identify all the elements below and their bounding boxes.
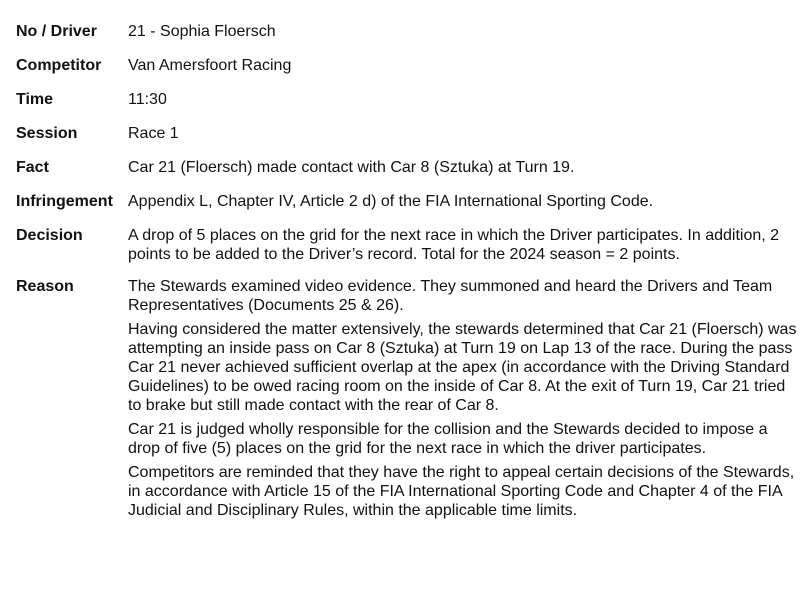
time-value: 11:30: [128, 91, 167, 108]
driver-value: 21 - Sophia Floersch: [128, 23, 276, 40]
session-value: Race 1: [128, 125, 179, 142]
infringement-row: [16, 192, 800, 211]
fact-value: Car 21 (Floersch) made contact with Car 8 (Sztuka) at Turn 19.: [128, 159, 575, 176]
reason-label: Reason: [16, 278, 74, 295]
reason-value: [128, 277, 800, 520]
decision-label: Decision: [16, 227, 83, 244]
decision-value: A drop of 5 places on the grid for the next race in which the Driver participates. In addition, 2 points to be added to the Driver’s record. Total for the 2024 season = 2 points.: [128, 227, 780, 263]
session-row: [16, 124, 800, 143]
infringement-label: Infringement: [16, 193, 113, 210]
reason-paragraph: Competitors are reminded that they have the right to appeal certain decisions of the Stewards, in accordance with Article 15 of the FIA International Sporting Code and Chapter 4 of the FIA Judicial and Disciplinary Rules, within the applicable time limits.: [128, 464, 795, 519]
reason-paragraph: Car 21 is judged wholly responsible for the collision and the Stewards decided to impose a drop of five (5) places on the grid for the next race in which the driver participates.: [128, 421, 768, 457]
reason-paragraph: Having considered the matter extensively, the stewards determined that Car 21 (Floersch) was attempting an inside pass on Car 8 (Sztuka) at Turn 19 on Lap 13 of the race. During the pass Car 21 never achieved sufficient overlap at the apex (in accordance with the Driving Standard Guidelines) to be owed racing room on the inside of Car 8. At the exit of Turn 19, Car 21 tried to brake but still made contact with the rear of Car 8.: [128, 321, 797, 414]
reason-row: [16, 277, 800, 520]
infringement-value: Appendix L, Chapter IV, Article 2 d) of the FIA International Sporting Code.: [128, 193, 654, 210]
time-row: [16, 90, 800, 109]
driver-row: [16, 22, 800, 41]
fact-label: Fact: [16, 159, 49, 176]
decision-row: [16, 226, 800, 264]
competitor-row: [16, 56, 800, 75]
stewards-decision-document: [16, 0, 800, 520]
fact-row: [16, 158, 800, 177]
competitor-value: Van Amersfoort Racing: [128, 57, 292, 74]
reason-paragraph: The Stewards examined video evidence. They summoned and heard the Drivers and Team Representatives (Documents 25 & 26).: [128, 278, 773, 314]
driver-label: No / Driver: [16, 23, 97, 40]
session-label: Session: [16, 125, 78, 142]
competitor-label: Competitor: [16, 57, 102, 74]
time-label: Time: [16, 91, 54, 108]
